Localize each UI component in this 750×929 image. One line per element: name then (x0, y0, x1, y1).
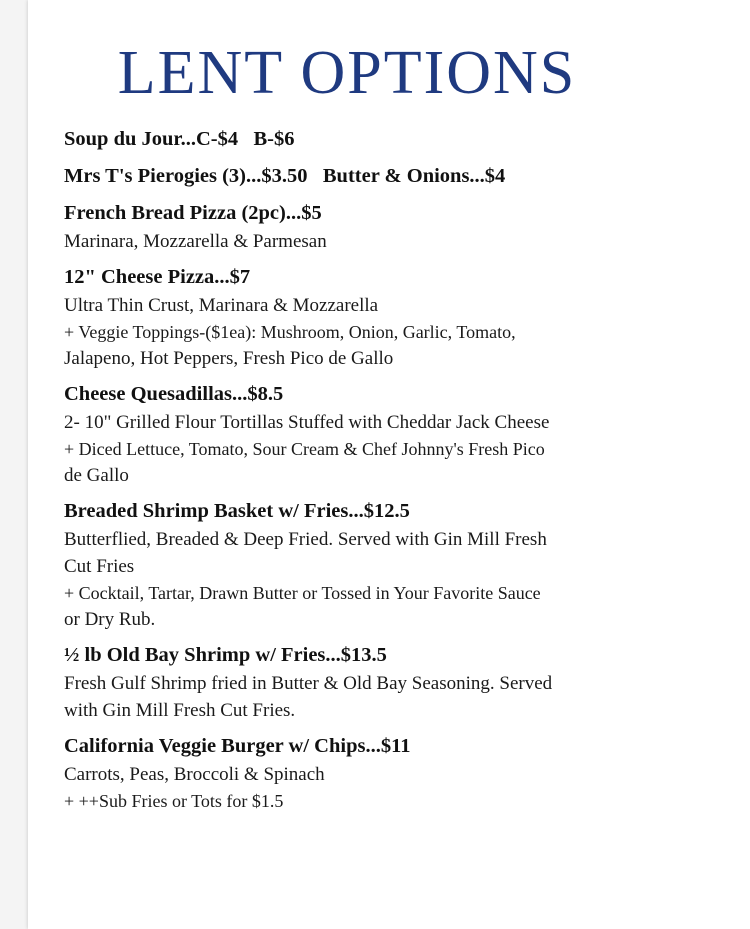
item-description: Fresh Gulf Shrimp fried in Butter & Old Bay Seasoning. Served (64, 673, 553, 694)
menu-item-quesadillas (64, 380, 704, 489)
menu-item-old-bay-shrimp (64, 641, 704, 724)
item-name: 12" Cheese Pizza...$7 (64, 266, 251, 288)
item-description: Carrots, Peas, Broccoli & Spinach (64, 764, 325, 785)
item-name: Cheese Quesadillas...$8.5 (64, 383, 284, 405)
item-addon: Jalapeno, Hot Peppers, Fresh Pico de Gallo (64, 348, 394, 369)
item-description: Marinara, Mozzarella & Parmesan (64, 231, 327, 252)
item-addon: + Cocktail, Tartar, Drawn Butter or Tossed in Your Favorite Sauce (64, 583, 541, 603)
menu-item-soup (64, 125, 704, 154)
item-name: ½ lb Old Bay Shrimp w/ Fries...$13.5 (64, 644, 387, 666)
item-name: Mrs T's Pierogies (3)...$3.50 Butter & Onions...$4 (64, 165, 506, 187)
menu-item-cheese-pizza (64, 263, 704, 372)
item-description: Butterflied, Breaded & Deep Fried. Served with Gin Mill Fresh (64, 529, 547, 550)
item-addon: de Gallo (64, 465, 129, 486)
menu-items (64, 125, 704, 822)
item-name: California Veggie Burger w/ Chips...$11 (64, 735, 411, 757)
item-addon: + Diced Lettuce, Tomato, Sour Cream & Chef Johnny's Fresh Pico (64, 439, 545, 459)
menu-item-veggie-burger (64, 732, 704, 814)
item-description: 2- 10" Grilled Flour Tortillas Stuffed with Cheddar Jack Cheese (64, 412, 550, 433)
item-name: Soup du Jour...C-$4 B-$6 (64, 128, 295, 150)
item-addon: or Dry Rub. (64, 609, 156, 630)
item-addon: + ++Sub Fries or Tots for $1.5 (64, 791, 284, 811)
item-addon: + Veggie Toppings-($1ea): Mushroom, Onion, Garlic, Tomato, (64, 322, 516, 342)
menu-item-french-bread-pizza (64, 199, 704, 255)
menu-item-pierogies (64, 162, 704, 191)
item-description: Ultra Thin Crust, Marinara & Mozzarella (64, 295, 379, 316)
item-name: French Bread Pizza (2pc)...$5 (64, 202, 322, 224)
item-description: with Gin Mill Fresh Cut Fries. (64, 700, 296, 721)
item-name: Breaded Shrimp Basket w/ Fries...$12.5 (64, 500, 410, 522)
item-description: Cut Fries (64, 556, 135, 577)
menu-title: LENT OPTIONS (117, 39, 577, 107)
menu-item-shrimp-basket (64, 497, 704, 633)
